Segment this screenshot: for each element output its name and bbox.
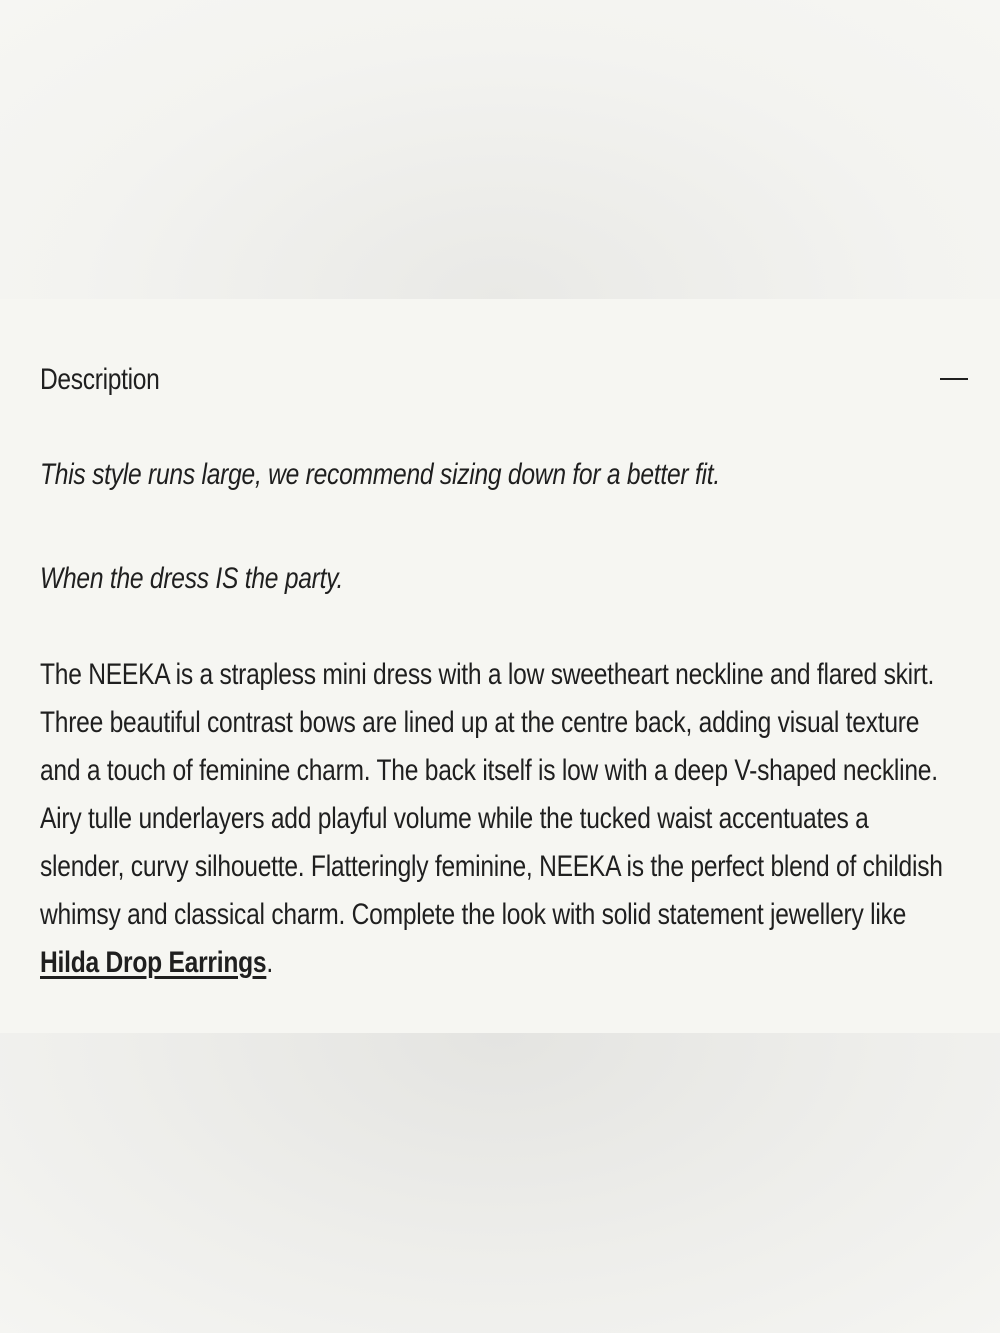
minus-icon <box>940 378 968 380</box>
description-accordion-panel <box>0 299 1000 1033</box>
blurred-background-bottom <box>0 1033 1000 1333</box>
description-body <box>40 651 950 987</box>
description-content <box>40 451 942 987</box>
fit-note: This style runs large, we recommend sizing down for a better fit. <box>40 458 720 491</box>
accordion-title: Description <box>40 363 160 396</box>
blurred-background-top <box>0 0 1000 299</box>
collapse-toggle-button[interactable] <box>940 366 968 394</box>
description-accordion-header[interactable] <box>40 355 968 405</box>
tagline: When the dress IS the party. <box>40 562 344 595</box>
hilda-drop-earrings-link[interactable]: Hilda Drop Earrings <box>40 946 267 979</box>
description-body-end: . <box>266 946 273 979</box>
description-body-text: The NEEKA is a strapless mini dress with a low sweetheart neckline and flared skirt. Three beautiful contrast bows are lined up at the centre back, adding visual texture and a touch of feminine charm. The back itself is low with a deep V-shaped neckline. Airy tulle underlayers add playful volume while the tucked waist accentuates a slender, curvy silhouette. Flatteringly feminine, NEEKA is the perfect blend of childish whimsy and classical charm. Complete the look with solid statement jewellery like <box>40 658 943 931</box>
